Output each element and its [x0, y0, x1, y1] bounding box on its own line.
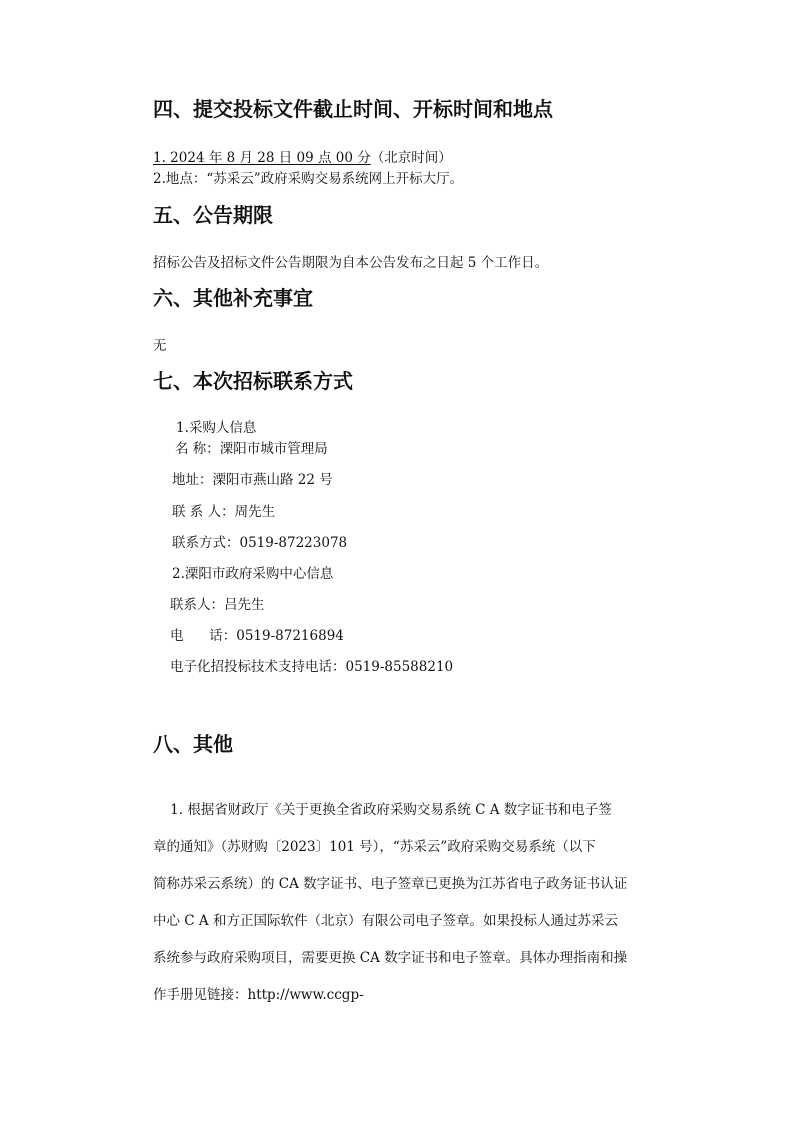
- section-heading-5: 五、公告期限: [153, 203, 273, 227]
- location-line: 2.地点：“苏采云”政府采购交易系统网上开标大厅。: [153, 171, 464, 187]
- paragraph-line: 中心 C A 和方正国际软件（北京）有限公司电子签章。如果投标人通过苏采云: [153, 913, 618, 929]
- section-heading-8: 八、其他: [153, 732, 233, 756]
- paragraph-line: 系统参与政府采购项目，需要更换 CA 数字证书和电子签章。具体办理指南和操: [153, 950, 628, 966]
- paragraph-line: 作手册见链接：http://www.ccgp-: [153, 987, 364, 1003]
- section-heading-6: 六、其他补充事宜: [153, 286, 313, 310]
- center-contact: 联系人：吕先生: [170, 597, 265, 613]
- paragraph-line: 章的通知》（苏财购〔2023〕101 号），“苏采云”政府采购交易系统（以下: [153, 839, 596, 855]
- notice-period-text: 招标公告及招标文件公告期限为自本公告发布之日起 5 个工作日。: [153, 255, 549, 271]
- purchaser-address: 地址：溧阳市燕山路 22 号: [172, 472, 333, 488]
- paragraph-line: 1. 根据省财政厅《关于更换全省政府采购交易系统 C A 数字证书和电子签: [153, 802, 612, 818]
- purchaser-name: 名 称：溧阳市城市管理局: [175, 441, 328, 457]
- section-heading-4: 四、提交投标文件截止时间、开标时间和地点: [153, 97, 553, 121]
- supplementary-text: 无: [153, 338, 167, 354]
- purchaser-contact: 联 系 人：周先生: [172, 504, 276, 520]
- center-phone-text: 电 话：0519-87216894: [170, 628, 344, 644]
- deadline-line: [153, 149, 452, 167]
- purchaser-phone: 联系方式：0519-87223078: [172, 535, 348, 551]
- support-phone: 电子化招投标技术支持电话：0519-85588210: [170, 659, 454, 675]
- purchaser-info-title: 1.采购人信息: [176, 420, 257, 436]
- deadline-timezone: （北京时间）: [370, 150, 452, 166]
- deadline-datetime: 1. 2024 年 8 月 28 日 09 点 00 分: [153, 150, 371, 166]
- paragraph-line: 简称苏采云系统）的 CA 数字证书、电子签章已更换为江苏省电子政务证书认证: [153, 876, 628, 892]
- procurement-center-title: 2.溧阳市政府采购中心信息: [172, 566, 334, 582]
- ca-certificate-paragraph: [153, 792, 675, 1014]
- center-phone: [170, 627, 344, 645]
- section-heading-7: 七、本次招标联系方式: [153, 369, 353, 393]
